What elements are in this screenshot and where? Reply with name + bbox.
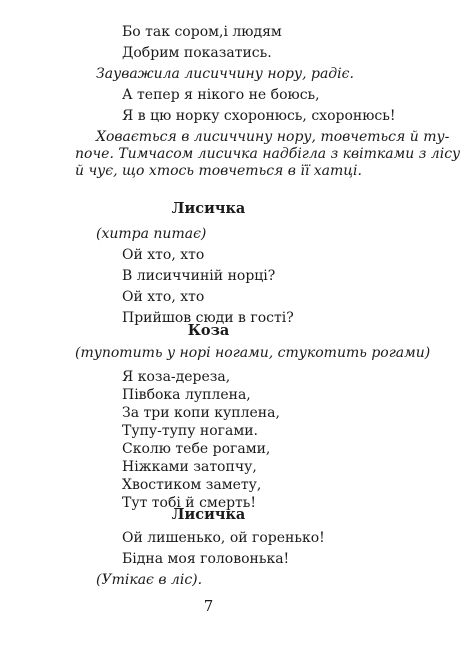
verse-line: Тупу-тупу ногами.: [122, 423, 258, 439]
verse-line: В лисиччиній норці?: [122, 268, 276, 284]
stage-direction: (хитра питає): [96, 226, 207, 242]
character-heading: Коза: [187, 322, 230, 339]
stage-direction: й чує, що хтось товчеться в її хатці.: [75, 163, 362, 179]
verse-line: Тут тобі й смерть!: [122, 495, 257, 511]
stage-direction: Зауважила лисиччину нору, радіє.: [96, 66, 354, 82]
character-heading: Лисичка: [171, 506, 246, 523]
verse-line: Я в цю норку схоронюсь, схоронюсь!: [122, 108, 396, 124]
verse-line: Хвостиком замету,: [122, 477, 262, 493]
stage-direction: Ховається в лисиччину нору, товчеться й ту-: [96, 129, 450, 145]
verse-line: Сколю тебе рогами,: [122, 441, 271, 457]
verse-line: Ой лишенько, ой горенько!: [122, 530, 325, 546]
page-number: 7: [203, 597, 214, 615]
verse-line: За три копи куплена,: [122, 405, 280, 421]
stage-direction: поче. Тимчасом лисичка надбігла з квітками з лісу: [75, 146, 460, 162]
verse-line: Ой хто, хто: [122, 289, 205, 305]
verse-line: Ніжками затопчу,: [122, 459, 257, 475]
verse-line: Добрим показатись.: [122, 45, 272, 61]
stage-direction: (Утікає в ліс).: [96, 572, 203, 588]
verse-line: Ой хто, хто: [122, 247, 205, 263]
verse-line: Півбока луплена,: [122, 387, 251, 403]
verse-line: Бідна моя головонька!: [122, 551, 290, 567]
verse-line: Прийшов сюди в гості?: [122, 310, 294, 326]
verse-line: Бо так сором,і людям: [122, 24, 282, 40]
stage-direction: (тупотить у норі ногами, стукотить рогами): [75, 345, 431, 361]
verse-line: Я коза-дереза,: [122, 369, 231, 385]
character-heading: Лисичка: [171, 200, 246, 217]
verse-line: А тепер я нікого не боюсь,: [122, 87, 320, 103]
